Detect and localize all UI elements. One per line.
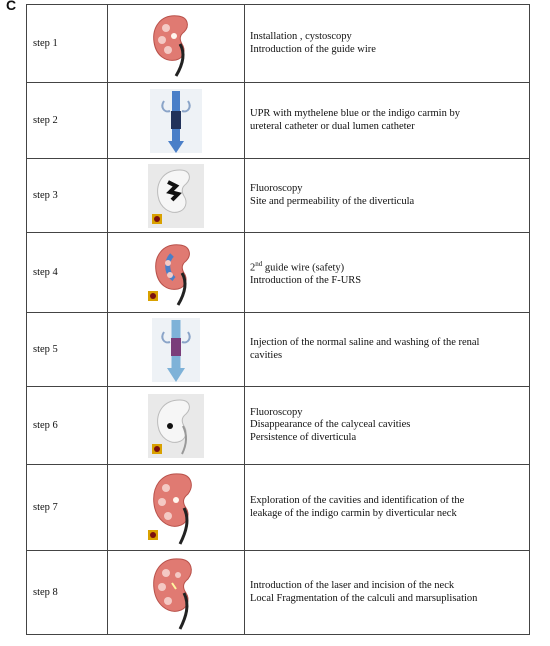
step-image	[108, 159, 245, 233]
fluoroscopy-diverticula-icon	[146, 392, 206, 460]
step-label: step 7	[27, 465, 108, 551]
kidney-ureteroscope-icon	[146, 239, 206, 307]
fluoroscopy-kidney-icon	[146, 162, 206, 230]
table-row	[27, 551, 530, 635]
step-description: Introduction of the laser and incision of the neck Local Fragmentation of the calculi and marsuplisation	[245, 551, 530, 635]
step-label: step 6	[27, 387, 108, 465]
step-image	[108, 551, 245, 635]
panel-label: C	[6, 0, 17, 13]
table-row	[27, 465, 530, 551]
step-label: step 8	[27, 551, 108, 635]
kidney-laser-icon	[146, 555, 206, 631]
table-row	[27, 313, 530, 387]
steps-table	[26, 4, 530, 635]
step-label: step 1	[27, 5, 108, 83]
step-image	[108, 83, 245, 159]
step-image	[108, 313, 245, 387]
step-description: Exploration of the cavities and identification of the leakage of the indigo carmin by diverticular neck	[245, 465, 530, 551]
table-row	[27, 159, 530, 233]
table-row	[27, 233, 530, 313]
table-row	[27, 5, 530, 83]
step-image	[108, 387, 245, 465]
table-row	[27, 387, 530, 465]
step-image	[108, 5, 245, 83]
step-label: step 4	[27, 233, 108, 313]
step-description: Fluoroscopy Site and permeability of the diverticula	[245, 159, 530, 233]
step-label: step 5	[27, 313, 108, 387]
kidney-exploration-icon	[146, 470, 206, 546]
kidney-icon	[146, 10, 206, 78]
irrigation-catheter-icon	[146, 316, 206, 384]
step-description: 2nd guide wire (safety) Introduction of the F-URS	[245, 233, 530, 313]
table-row	[27, 83, 530, 159]
catheter-icon	[146, 87, 206, 155]
step-description: Injection of the normal saline and washing of the renal cavities	[245, 313, 530, 387]
step-image	[108, 465, 245, 551]
step-image	[108, 233, 245, 313]
step-description: Fluoroscopy Disappearance of the calyceal cavities Persistence of diverticula	[245, 387, 530, 465]
step-label: step 2	[27, 83, 108, 159]
step-label: step 3	[27, 159, 108, 233]
step-description: UPR with mythelene blue or the indigo carmin by ureteral catheter or dual lumen catheter	[245, 83, 530, 159]
step-description: Installation , cystoscopy Introduction of the guide wire	[245, 5, 530, 83]
